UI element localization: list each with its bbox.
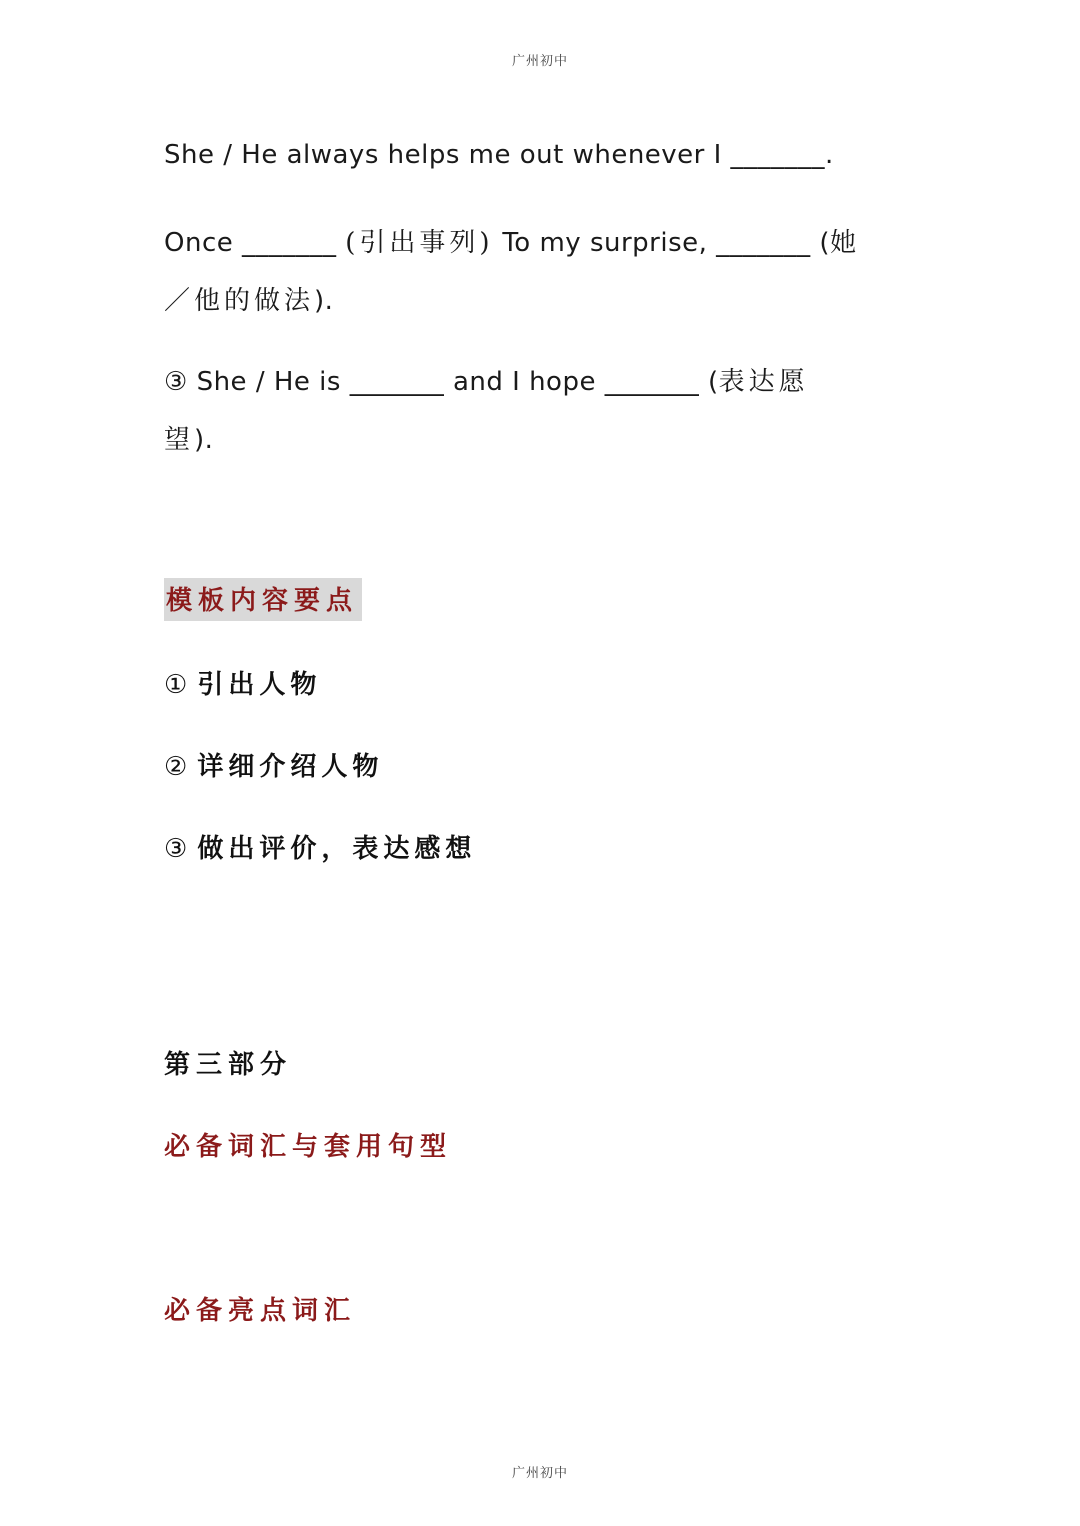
sentence-three-cn-note: 表达愿 (718, 367, 809, 397)
template-point-3 (164, 828, 924, 865)
sentence-two-line2-end: ). (314, 286, 334, 316)
part-three-subtitle: 必备词汇与套用句型 (164, 1132, 453, 1162)
sentence-two (164, 222, 924, 259)
sentence-two-part2: To my surprise, _______ ( (493, 228, 831, 258)
page-footer: 广州初中 (511, 1466, 568, 1481)
sentence-three-number: ③ (164, 367, 188, 397)
point-number: ③ (164, 834, 188, 864)
sentence-two-cn-note: (引出事列) (345, 228, 494, 258)
sentence-three-line2-cn: 望 (164, 425, 195, 455)
sentence-three (164, 361, 924, 398)
template-section-title: 模板内容要点 (164, 578, 362, 621)
sentence-three-continued (164, 419, 924, 456)
point-text: 详细介绍人物 (197, 752, 384, 782)
page-header: 广州初中 (511, 54, 568, 69)
point-text: 引出人物 (197, 670, 322, 700)
sentence-two-line2-cn: ／他的做法 (164, 286, 315, 316)
point-number: ② (164, 752, 188, 782)
sentence-three-line2-end: ). (194, 425, 214, 455)
template-point-1 (164, 664, 924, 701)
sentence-three-part1: She / He is _______ and I hope _______ ( (187, 367, 719, 397)
sentence-two-continued (164, 280, 924, 317)
part-three-title: 第三部分 (164, 1050, 293, 1080)
template-point-2 (164, 746, 924, 783)
sentence-one: She / He always helps me out whenever I _______. (164, 140, 834, 170)
point-number: ① (164, 670, 188, 700)
template-section (164, 578, 924, 621)
sentence-two-cn-tail: 她 (830, 228, 861, 258)
sentence-two-part1: Once _______ (164, 228, 346, 258)
vocab-title: 必备亮点词汇 (164, 1296, 357, 1326)
point-text: 做出评价，表达感想 (197, 834, 477, 864)
